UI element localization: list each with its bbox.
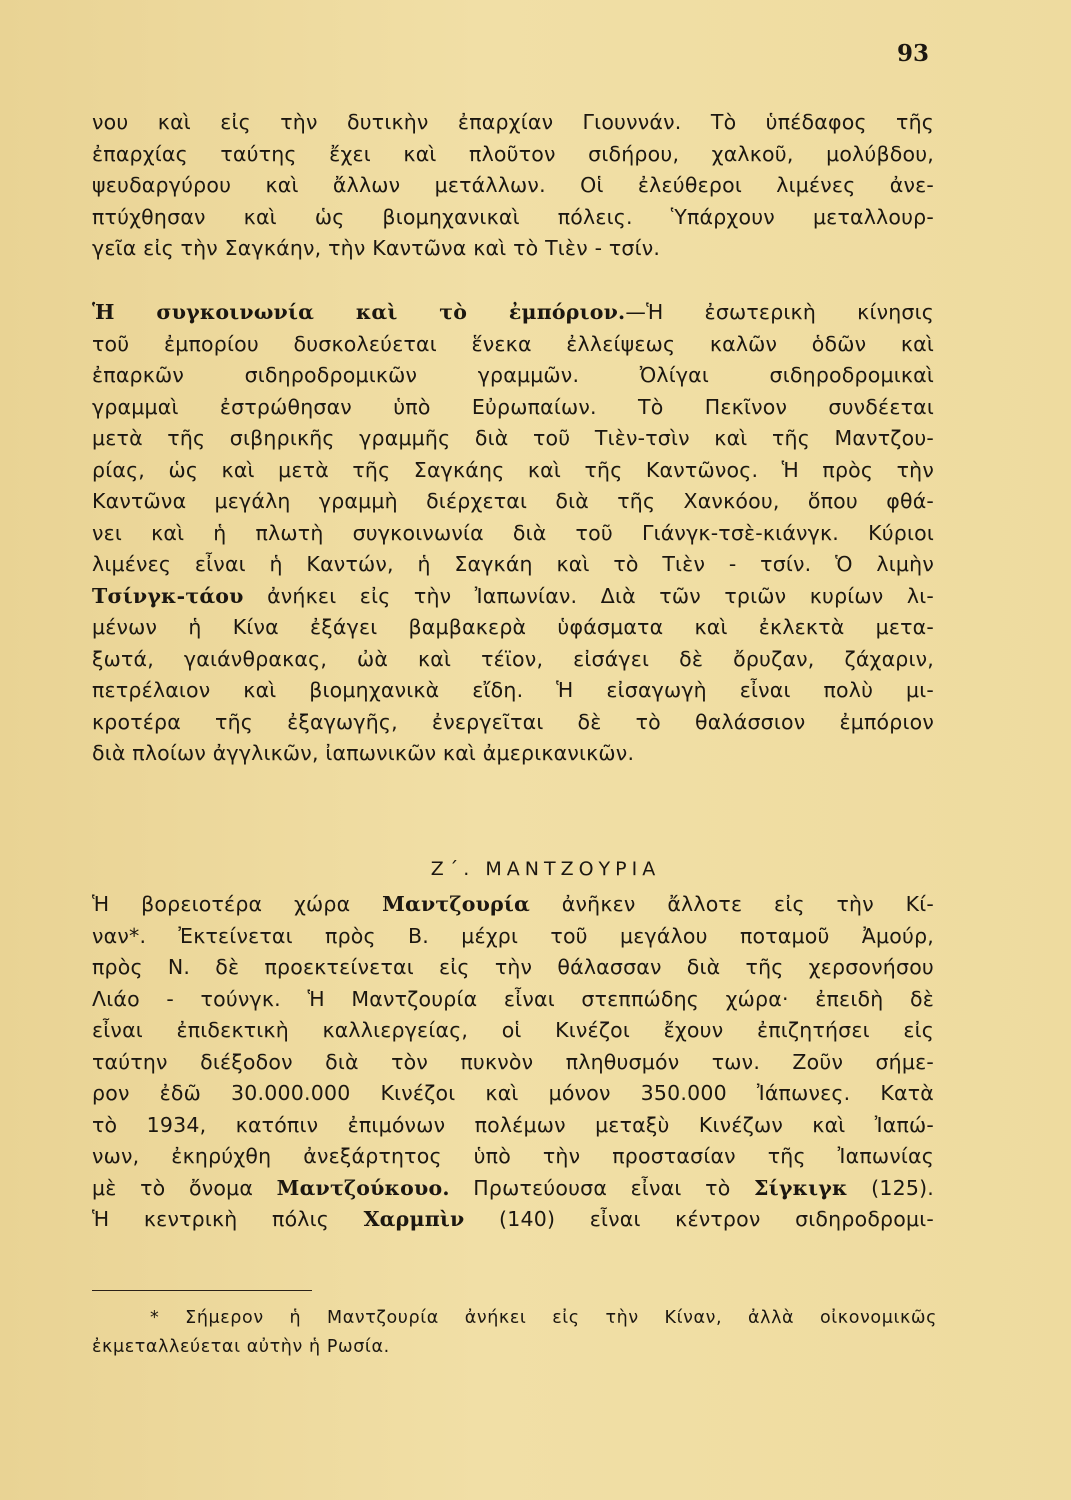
text-line (92, 1173, 934, 1205)
paragraph-mineral-resources (92, 107, 934, 265)
text-fragment: Ἡ κεντρικὴ πόλις (92, 1207, 364, 1231)
place-name-bold: Χαρμπὶν (363, 1207, 465, 1231)
paragraph-communication-trade (92, 297, 934, 770)
text-line: ξωτά, γαιάνθρακας, ὠὰ καὶ τέϊον, εἰσάγει δὲ ὄρυζαν, ζάχαριν, (92, 646, 934, 671)
text-line: κροτέρα τῆς ἐξαγωγῆς, ἐνεργεῖται δὲ τὸ θαλάσσιον ἐμπόριον (92, 709, 934, 734)
text-fragment: ἀνῆκεν ἄλλοτε εἰς τὴν Κί- (530, 892, 934, 916)
text-line: νου καὶ εἰς τὴν δυτικὴν ἐπαρχίαν Γιουννάν. Τὸ ὑπέδαφος τῆς (92, 110, 934, 134)
text-fragment: Ἡ βορειοτέρα χώρα (92, 892, 383, 916)
text-line: τὸ 1934, κατόπιν ἐπιμόνων πολέμων μεταξὺ Κινέζων καὶ Ἰαπώ- (92, 1112, 934, 1137)
text-line: ψευδαργύρου καὶ ἄλλων μετάλλων. Οἱ ἐλεύθεροι λιμένες ἀνε- (92, 173, 934, 197)
page-number: 93 (896, 40, 929, 67)
place-name-bold: Σίγκιγκ (754, 1175, 848, 1200)
text-line: εἶναι ἐπιδεκτικὴ καλλιεργείας, οἱ Κινέζοι ἔχουν ἐπιζητήσει εἰς (92, 1018, 934, 1042)
text-line: νει καὶ ἡ πλωτὴ συγκοινωνία διὰ τοῦ Γιάνγκ-τσὲ-κιάνγκ. Κύριοι (92, 520, 934, 545)
text-fragment: (140) εἶναι κέντρον σιδηροδρομι- (464, 1207, 934, 1231)
text-line: μετὰ τῆς σιβηρικῆς γραμμῆς διὰ τοῦ Τιὲν-τσὶν καὶ τῆς Μαντζου- (92, 426, 934, 450)
footnote (92, 1304, 937, 1362)
subsection-heading: Ἡ συγκοινωνία καὶ τὸ ἐμπόριον. (92, 300, 626, 324)
text-line: Καντῶνα μεγάλη γραμμὴ διέρχεται διὰ τῆς Χανκόου, ὅπου φθά- (92, 489, 934, 513)
footnote-divider (92, 1290, 312, 1291)
text-line: λιμένες εἶναι ἡ Καντών, ἡ Σαγκάη καὶ τὸ Τιὲν - τσίν. Ὁ λιμὴν (92, 552, 934, 576)
text-line: πρὸς Ν. δὲ προεκτείνεται εἰς τὴν θάλασσαν διὰ τῆς χερσονήσου (92, 955, 934, 979)
text-fragment: —Ἡ ἐσωτερικὴ κίνησις (625, 300, 934, 324)
place-name-bold: Μαντζούκουο. (276, 1175, 450, 1200)
text-line (92, 297, 934, 329)
text-line: γεῖα εἰς τὴν Σαγκάην, τὴν Καντῶνα καὶ τὸ Τιὲν - τσίν. (92, 236, 661, 260)
text-line: πτύχθησαν καὶ ὡς βιομηχανικαὶ πόλεις. Ὑπάρχουν μεταλλουρ- (92, 204, 934, 229)
text-line: ταύτην διέξοδον διὰ τὸν πυκνὸν πληθυσμόν των. Ζοῦν σήμε- (92, 1049, 934, 1074)
section-heading: Ζ΄. ΜΑΝΤΖΟΥΡΙΑ (430, 858, 661, 880)
text-line: ρίας, ὡς καὶ μετὰ τῆς Σαγκάης καὶ τῆς Καντῶνος. Ἡ πρὸς τὴν (92, 457, 934, 482)
footnote-line: * Σήμερον ἡ Μαντζουρία ἀνήκει εἰς τὴν Κίναν, ἀλλὰ οἰκονομικῶς (150, 1308, 937, 1328)
text-fragment: μὲ τὸ ὄνομα (92, 1175, 277, 1200)
text-line: ναν*. Ἐκτείνεται πρὸς Β. μέχρι τοῦ μεγάλου ποταμοῦ Ἀμούρ, (92, 923, 934, 948)
text-line: γραμμαὶ ἐστρώθησαν ὑπὸ Εὐρωπαίων. Τὸ Πεκῖνον συνδέεται (92, 394, 934, 419)
text-line (92, 1204, 934, 1236)
place-name-bold: Μαντζουρία (382, 892, 530, 916)
text-fragment: ἀνήκει εἰς τὴν Ἰαπωνίαν. Διὰ τῶν τριῶν κυρίων λι- (243, 583, 934, 608)
paragraph-manchuria (92, 889, 934, 1236)
text-line: Λιάο - τούνγκ. Ἡ Μαντζουρία εἶναι στεππώδης χώρα· ἐπειδὴ δὲ (92, 986, 934, 1011)
footnote-line: ἐκμεταλλεύεται αὐτὴν ἡ Ρωσία. (92, 1337, 390, 1357)
text-line: νων, ἐκηρύχθη ἀνεξάρτητος ὑπὸ τὴν προστασίαν τῆς Ἰαπωνίας (92, 1144, 934, 1168)
text-line: ἐπαρχίας ταύτης ἔχει καὶ πλοῦτον σιδήρου, χαλκοῦ, μολύβδου, (92, 141, 934, 166)
text-fragment: (125). (847, 1175, 934, 1200)
text-line: μένων ἡ Κίνα ἐξάγει βαμβακερὰ ὑφάσματα καὶ ἐκλεκτὰ μετα- (92, 615, 934, 639)
text-line: τοῦ ἐμπορίου δυσκολεύεται ἕνεκα ἐλλείψεως καλῶν ὁδῶν καὶ (92, 331, 934, 356)
text-line: πετρέλαιον καὶ βιομηχανικὰ εἴδη. Ἡ εἰσαγωγὴ εἶναι πολὺ μι- (92, 678, 934, 702)
text-line: ρον ἐδῶ 30.000.000 Κινέζοι καὶ μόνον 350.000 Ἰάπωνες. Κατὰ (92, 1081, 934, 1105)
text-line: ἐπαρκῶν σιδηροδρομικῶν γραμμῶν. Ὀλίγαι σιδηροδρομικαὶ (92, 363, 934, 387)
text-fragment: Πρωτεύουσα εἶναι τὸ (449, 1175, 755, 1200)
text-line: διὰ πλοίων ἀγγλικῶν, ἰαπωνικῶν καὶ ἀμερικανικῶν. (92, 741, 635, 765)
place-name-bold: Τσίνγκ-τάου (92, 583, 244, 608)
text-line (92, 581, 934, 613)
text-line (92, 889, 934, 921)
